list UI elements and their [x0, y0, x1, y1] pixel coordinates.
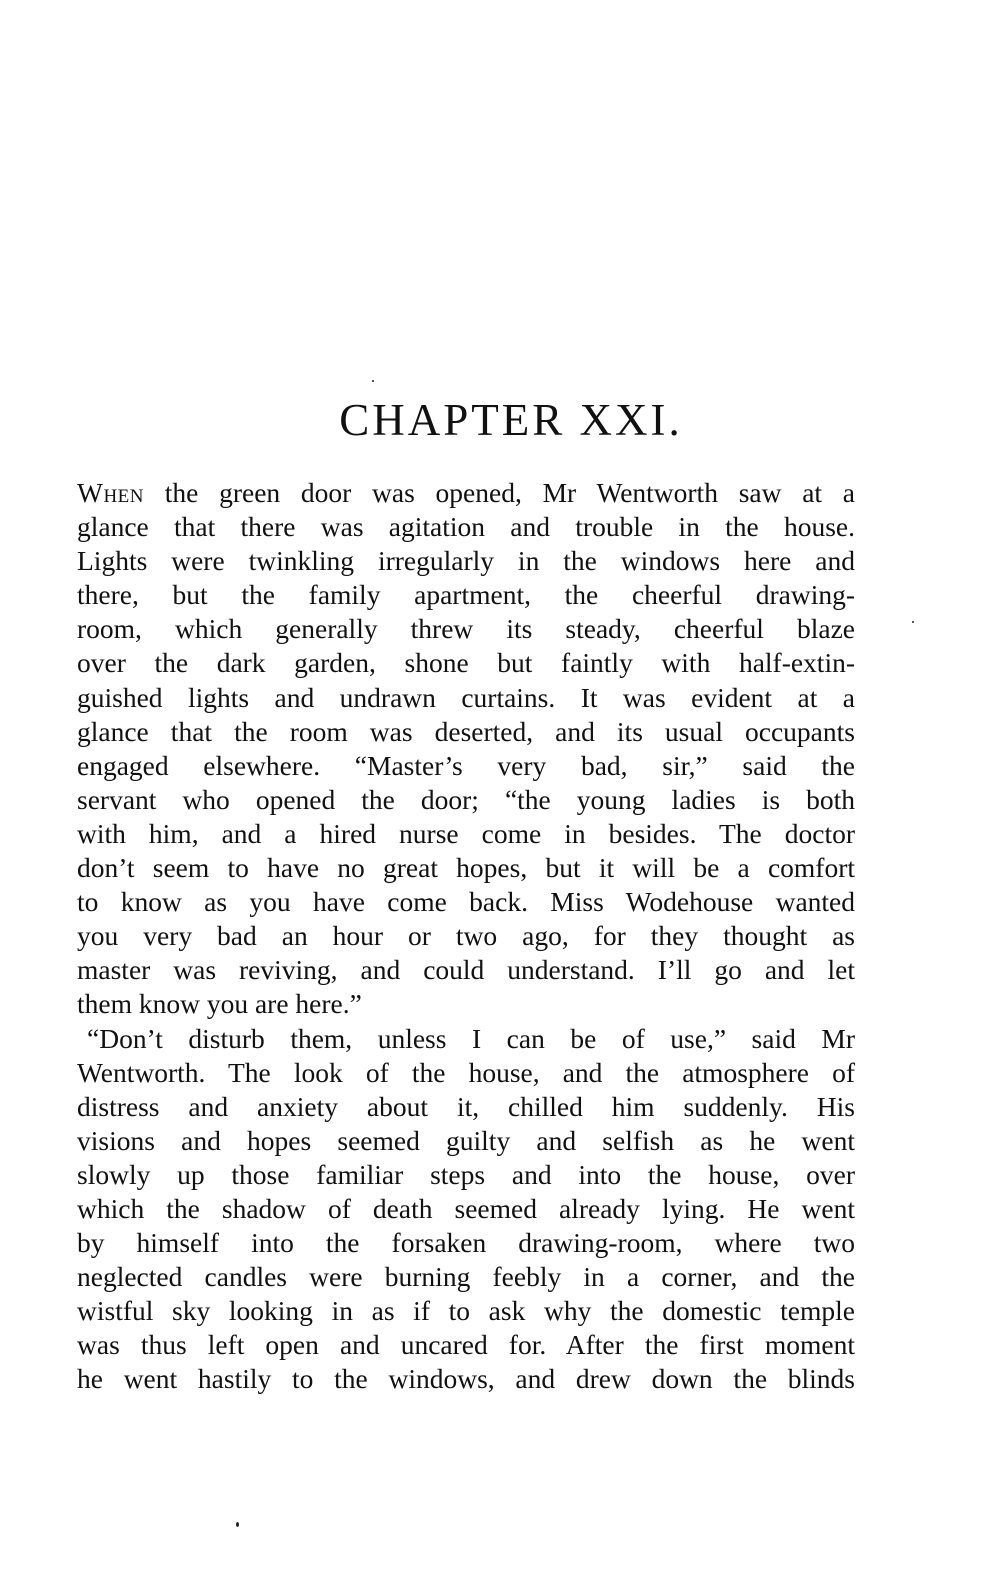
text-line: there, but the family apartment, the cheerful drawing- — [77, 579, 855, 611]
line-text: the green door was opened, Mr Wentworth saw at a — [144, 477, 855, 508]
text-line: by himself into the forsaken drawing-room, where two — [77, 1227, 855, 1259]
text-line: distress and anxiety about it, chilled him suddenly. His — [77, 1090, 855, 1122]
text-line: which the shadow of death seemed already lying. He went — [77, 1192, 855, 1224]
text-line: master was reviving, and could understand. I’ll go and let — [77, 954, 855, 986]
text-line: was thus left open and uncared for. After the first moment — [77, 1329, 855, 1361]
text-line: over the dark garden, shone but faintly with half-extin- — [77, 647, 855, 679]
text-line: engaged elsewhere. “Master’s very bad, sir,” said the — [77, 749, 855, 781]
text-line: neglected candles were burning feebly in a corner, and the — [77, 1261, 855, 1293]
text-line: “Don’t disturb them, unless I can be of use,” said Mr — [87, 1022, 855, 1054]
text-line: with him, and a hired nurse come in besides. The doctor — [77, 817, 855, 849]
text-line — [77, 476, 855, 510]
text-line: visions and hopes seemed guilty and selfish as he went — [77, 1124, 855, 1156]
text-line: Wentworth. The look of the house, and the atmosphere of — [77, 1056, 855, 1088]
text-line: guished lights and undrawn curtains. It was evident at a — [77, 681, 855, 713]
text-line: wistful sky looking in as if to ask why the domestic temple — [77, 1295, 855, 1327]
text-line: glance that the room was deserted, and its usual occupants — [77, 715, 855, 747]
scan-speck — [236, 1522, 239, 1527]
text-line: don’t seem to have no great hopes, but it will be a comfort — [77, 852, 855, 884]
text-line: he went hastily to the windows, and drew down the blinds — [77, 1363, 855, 1395]
text-line: room, which generally threw its steady, cheerful blaze — [77, 613, 855, 645]
drop-lead-word: When — [77, 477, 145, 508]
scan-speck — [372, 380, 374, 382]
text-line: glance that there was agitation and trouble in the house. — [77, 511, 855, 543]
body-text — [77, 476, 855, 1397]
text-line: slowly up those familiar steps and into the house, over — [77, 1158, 855, 1190]
scan-speck — [912, 621, 914, 623]
text-line: Lights were twinkling irregularly in the windows here and — [77, 545, 855, 577]
text-line: them know you are here.” — [77, 988, 362, 1020]
text-line: you very bad an hour or two ago, for they thought as — [77, 920, 855, 952]
text-line: servant who opened the door; “the young ladies is both — [77, 783, 855, 815]
chapter-title: CHAPTER XXI. — [339, 395, 683, 445]
text-line: to know as you have come back. Miss Wodehouse wanted — [77, 886, 855, 918]
